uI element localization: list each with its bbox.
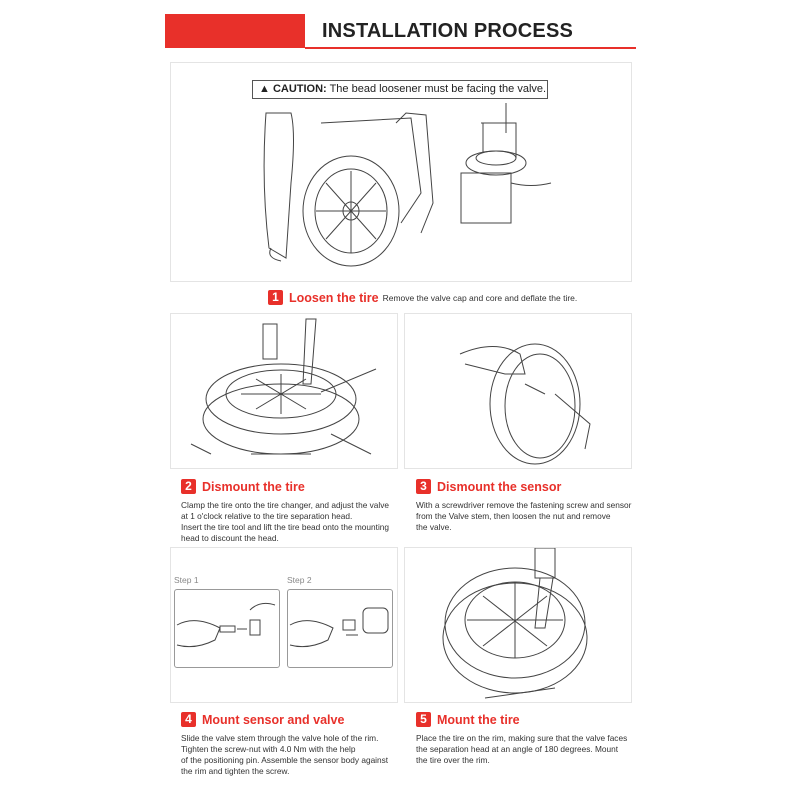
illustration-dismount-sensor <box>404 313 632 469</box>
sub-step-label: Step 2 <box>287 575 312 585</box>
step-5-caption <box>416 711 646 766</box>
step-number-badge: 3 <box>416 479 431 494</box>
step-description-line: With a screwdriver remove the fastening screw and sensor <box>416 500 632 510</box>
step-description-line: at 1 o'clock relative to the tire separation head. <box>181 511 353 521</box>
step-description-line: Tighten the screw-nut with 4.0 Nm with the help <box>181 744 356 754</box>
step-title: Dismount the sensor <box>437 479 562 494</box>
step-1-caption <box>268 289 577 307</box>
step-2-caption <box>181 478 411 544</box>
step-description: Remove the valve cap and core and deflate the tire. <box>382 292 578 303</box>
step-title: Mount sensor and valve <box>202 712 345 727</box>
sub-step-1-image <box>174 589 280 668</box>
step-description-line: Insert the tire tool and lift the tire bead onto the mounting <box>181 522 390 532</box>
page-title: INSTALLATION PROCESS <box>322 20 574 42</box>
step-description-line: the separation head at an angle of 180 degrees. Mount <box>416 744 619 754</box>
illustration-dismount-tire <box>170 313 398 469</box>
sub-step-label: Step 1 <box>174 575 199 585</box>
step-description-line: from the Valve stem, then loosen the nut and remove <box>416 511 611 521</box>
step-number-badge: 5 <box>416 712 431 727</box>
step-description-line: of the positioning pin. Assemble the sensor body against <box>181 755 389 765</box>
step-description-line: Place the tire on the rim, making sure that the valve faces <box>416 733 628 743</box>
caution-notice <box>252 80 548 99</box>
step-title: Dismount the tire <box>202 479 305 494</box>
step-description-line: head to discount the head. <box>181 533 279 543</box>
step-title: Mount the tire <box>437 712 520 727</box>
step-description-line: Clamp the tire onto the tire changer, and adjust the valve <box>181 500 390 510</box>
header-accent-bar <box>165 14 305 48</box>
illustration-mount-sensor <box>170 547 398 703</box>
caution-label: CAUTION: <box>272 83 327 95</box>
sub-step-2-image <box>287 589 393 668</box>
step-title: Loosen the tire <box>289 290 379 305</box>
step-number-badge: 1 <box>268 290 283 305</box>
step-number-badge: 2 <box>181 479 196 494</box>
illustration-mount-tire <box>404 547 632 703</box>
step-description-line: Slide the valve stem through the valve hole of the rim. <box>181 733 379 743</box>
step-description-line: the rim and tighten the screw. <box>181 766 290 776</box>
step-3-caption <box>416 478 646 533</box>
step-description-line: the tire over the rim. <box>416 755 490 765</box>
step-number-badge: 4 <box>181 712 196 727</box>
warning-triangle-icon: ▲ <box>259 83 270 95</box>
header-underline <box>305 47 636 49</box>
step-4-caption <box>181 711 411 777</box>
step-description-line: the valve. <box>416 522 452 532</box>
caution-text: The bead loosener must be facing the valve. <box>326 83 547 95</box>
